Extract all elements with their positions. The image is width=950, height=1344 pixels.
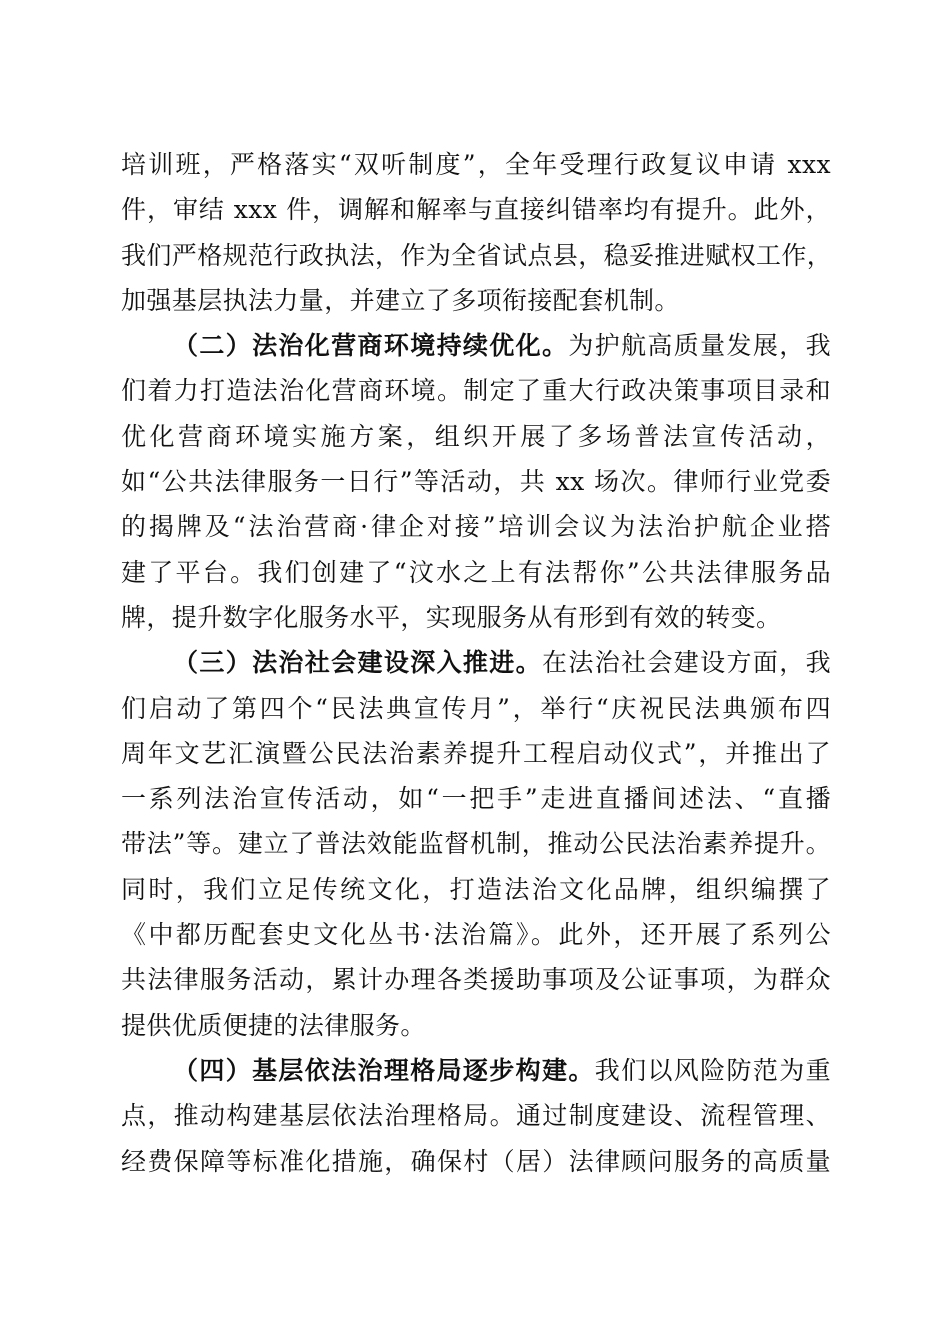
text-line: 《中都历配套史文化丛书·法治篇》。此外，还开展了系列公 [121,920,831,950]
section-heading: （二）法治化营商环境持续优化。 [173,331,569,361]
section-heading: （四）基层依法治理格局逐步构建。 [173,1055,595,1085]
text-line: 建了平台。我们创建了“汶水之上有法帮你”公共法律服务品 [121,557,831,587]
text-line: 点，推动构建基层依法治理格局。通过制度建设、流程管理、 [121,1101,831,1131]
document-page [121,142,831,1184]
text-run: 在法治社会建设方面，我 [542,648,831,678]
paragraph [121,1048,831,1184]
paragraph [121,323,831,640]
text-line: 的揭牌及“法治营商·律企对接”培训会议为法治护航企业搭 [121,512,831,542]
paragraph [121,142,831,323]
text-run: 为护航高质量发展，我 [568,331,831,361]
text-line: 我们严格规范行政执法，作为全省试点县，稳妥推进赋权工作， [121,240,833,270]
text-line: 件，审结 xxx 件，调解和解率与直接纠错率均有提升。此外， [121,195,831,225]
text-line [121,1048,831,1093]
text-line: 共法律服务活动，累计办理各类援助事项及公证事项，为群众 [121,965,831,995]
text-run: 我们以风险防范为重 [594,1055,831,1085]
text-line: 牌，提升数字化服务水平，实现服务从有形到有效的转变。 [121,602,782,632]
text-line: 经费保障等标准化措施，确保村（居）法律顾问服务的高质量 [121,1146,831,1176]
text-line: 优化营商环境实施方案，组织开展了多场普法宣传活动， [121,421,831,451]
text-line: 同时，我们立足传统文化，打造法治文化品牌，组织编撰了 [121,874,831,904]
text-line [121,323,831,368]
text-line: 带法”等。建立了普法效能监督机制，推动公民法治素养提升。 [121,829,831,859]
section-heading: （三）法治社会建设深入推进。 [173,648,543,678]
text-line [121,640,831,685]
text-line: 周年文艺汇演暨公民法治素养提升工程启动仪式”，并推出了 [121,738,831,768]
text-line: 培训班，严格落实“双听制度”，全年受理行政复议申请 xxx [121,150,831,179]
text-line: 们着力打造法治化营商环境。制定了重大行政决策事项目录和 [121,376,831,406]
text-line: 如“公共法律服务一日行”等活动，共 xx 场次。律师行业党委 [121,467,831,497]
text-line: 加强基层执法力量，并建立了多项衔接配套机制。 [121,285,680,315]
paragraph [121,640,831,1048]
text-line: 们启动了第四个“民法典宣传月”，举行“庆祝民法典颁布四 [121,693,831,723]
text-line: 提供优质便捷的法律服务。 [121,1010,426,1040]
text-line: 一系列法治宣传活动，如“一把手”走进直播间述法、“直播 [121,784,831,814]
